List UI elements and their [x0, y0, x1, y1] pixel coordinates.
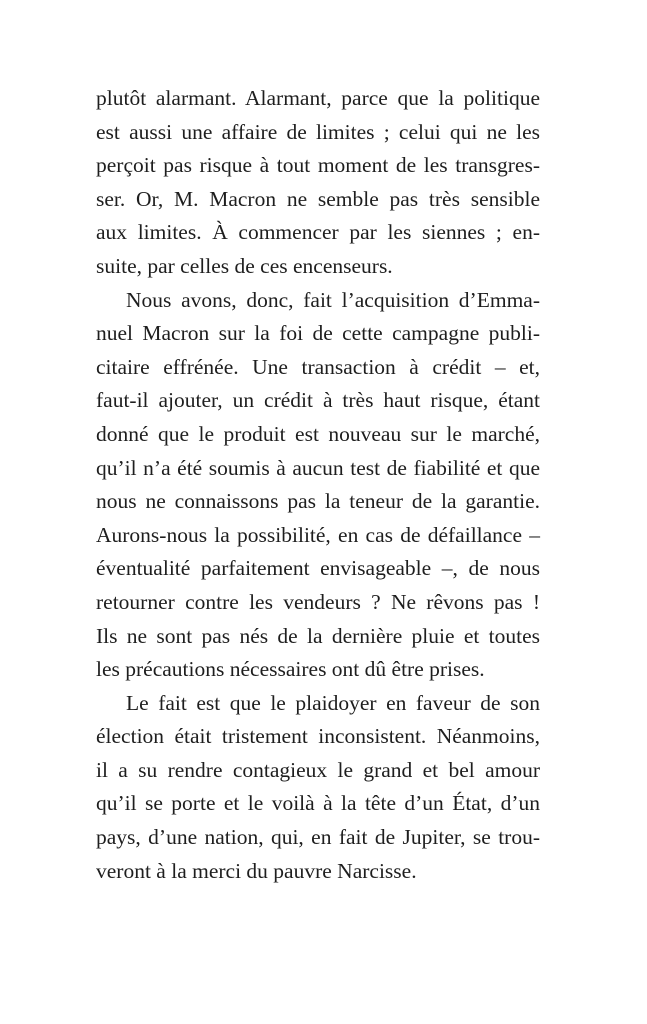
text-line: faut-il ajouter, un crédit à très haut risque, étant — [96, 388, 540, 413]
text-line: ser. Or, M. Macron ne semble pas très sensible — [96, 186, 540, 211]
paragraph-first-line: Nous avons, donc, fait l’acquisition d’Emma- — [126, 287, 540, 312]
text-line: suite, par celles de ces encenseurs. — [96, 253, 393, 278]
body-text — [96, 82, 540, 888]
text-line: donné que le produit est nouveau sur le marché, — [96, 421, 540, 446]
text-line: Aurons-nous la possibilité, en cas de défaillance – — [96, 522, 540, 547]
text-line: citaire effrénée. Une transaction à crédit – et, — [96, 354, 540, 379]
text-line: il a su rendre contagieux le grand et bel amour — [96, 757, 540, 782]
text-line: nous ne connaissons pas la teneur de la garantie. — [96, 489, 540, 514]
text-line: veront à la merci du pauvre Narcisse. — [96, 858, 417, 883]
text-line: pays, d’une nation, qui, en fait de Jupiter, se trou- — [96, 825, 540, 850]
paragraph-first-line: Le fait est que le plaidoyer en faveur de son — [126, 690, 540, 715]
text-line: plutôt alarmant. Alarmant, parce que la politique — [96, 86, 540, 110]
text-line: aux limites. À commencer par les siennes ; en- — [96, 220, 540, 245]
text-line: les précautions nécessaires ont dû être prises. — [96, 657, 485, 682]
text-line: perçoit pas risque à tout moment de les transgres- — [96, 153, 540, 178]
text-line: Ils ne sont pas nés de la dernière pluie et toutes — [96, 623, 540, 648]
text-line: nuel Macron sur la foi de cette campagne publi- — [96, 321, 540, 346]
text-line: élection était tristement inconsistent. Néanmoins, — [96, 724, 540, 749]
text-line: qu’il se porte et le voilà à la tête d’un État, d’un — [96, 791, 540, 816]
text-line: retourner contre les vendeurs ? Ne rêvons pas ! — [96, 589, 540, 614]
text-line: qu’il n’a été soumis à aucun test de fiabilité et que — [96, 455, 540, 480]
text-line: est aussi une affaire de limites ; celui qui ne les — [96, 119, 540, 144]
text-line: éventualité parfaitement envisageable –, de nous — [96, 556, 540, 581]
